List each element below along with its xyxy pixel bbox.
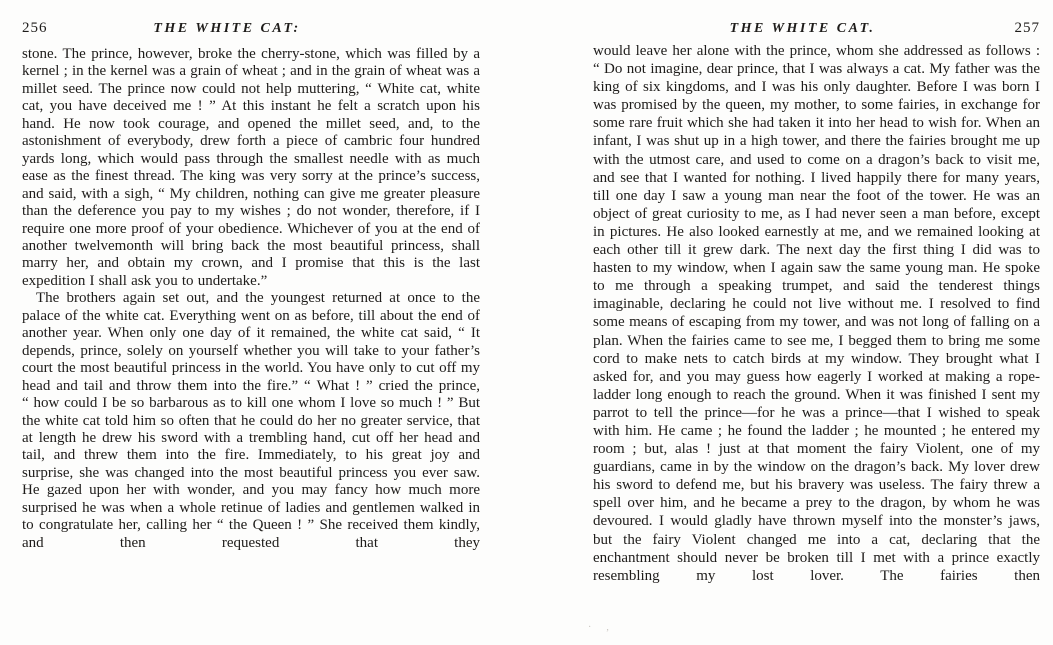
paragraph-left-2: The brothers again set out, and the youngest returned at once to the palace of the white cat. Everything went on as before, till about the end of another year. When only one day of it remained, the white cat said, “ It depends, prince, solely on yourself whether you will take to your father’s court the most beautiful princess in the world. You have only to cut off my head and tail and throw them into the fire.” “ What ! ” cried the prince, “ how could I be so barbarous as to kill one whom I love so much ! ” But the white cat told him so often that he could do her no greater service, that at length he drew his sword with a trembling hand, cut off her head and tail, and threw them into the fire. Immediately, to his great joy and surprise, she was changed into the most beautiful princess you ever saw. He gazed upon her with wonder, and you may fancy how much more surprised he was when a whole retinue of ladies and gentlemen walked in to congratulate her, calling her “ the Queen ! ” She received them kindly, and then requested that they: [22, 290, 480, 551]
body-text-right: [593, 42, 1040, 634]
paragraph-right-1: would leave her alone with the prince, whom she addressed as follows : “ Do not imagine, dear prince, that I was always a cat. My father was the king of six kingdoms, and I was his only daughter. Before I was born I was promised by the queen, my mother, to some fairies, in exchange for some rare fruit which she had taken it into her head to wish for. When an infant, I was shut up in a high tower, and there the fairies brought me up with the utmost care, and used to come on a dragon’s back to visit me, and see that I wanted for nothing. I lived happily there for many years, till one day I saw a young man near the foot of the tower. He was an object of great curiosity to me, as I had never seen a man before, except in pictures. He also looked earnestly at me, and we remained looking at each other till it grew dark. The next day the first thing I did was to hasten to my window, when I again saw the same young man. He spoke to me through a speaking trumpet, and said the tenderest things imaginable, declaring he could not live without me. I resolved to find some means of escaping from my tower, and was not long of falling on a plan. When the fairies came to see me, I begged them to bring me some cord to make nets to catch birds at my window. They brought what I asked for, and you may guess how eagerly I worked at making a rope-ladder long enough to reach the ground. When it was finished I sent my parrot to tell the prince—for he was a prince—that I wished to speak with him. He came ; he found the ladder ; he mounted ; he entered my room ; but, alas ! just at that moment the fairy Violent, one of my guardians, came in by the window on the dragon’s back. My lover drew his sword to defend me, but his bravery was useless. The fairy threw a spell over him, and he became a prey to the dragon, by whom he was devoured. I would gladly have thrown myself into the monster’s jaws, but the fairy Violent changed me into a cat, declaring that the enchantment should never be broken till I met with a prince exactly resembling my lost lover. The fairies then: [593, 43, 1040, 584]
body-text-left: [22, 46, 480, 612]
running-head-left: [22, 20, 480, 37]
page-right: [593, 0, 1040, 640]
running-head-right: [593, 20, 1040, 37]
scan-artifact: · ‚: [588, 622, 616, 633]
page-number-left: 256: [22, 20, 48, 36]
page-left: [22, 0, 480, 630]
paragraph-left-1: stone. The prince, however, broke the cherry-stone, which was filled by a kernel ; in the kernel was a grain of wheat ; and in the grain of wheat was a millet seed. The prince now could not help muttering, “ White cat, white cat, you have deceived me ! ” At this instant he felt a scratch upon his hand. He now took courage, and opened the millet seed, and, to the astonishment of everybody, drew forth a piece of cambric four hundred yards long, which would pass through the smallest needle with as much ease as the finest thread. The king was very sorry at the prince’s success, and said, with a sigh, “ My children, nothing can give me greater pleasure than the deference you pay to my wishes ; do not wonder, therefore, if I require one more proof of your obedience. Whichever of you at the end of another twelvemonth will bring back the most beautiful princess, shall marry her, and obtain my crown, and I promise that this is the last expedition I shall ask you to undertake.”: [22, 46, 480, 289]
running-title-right: THE WHITE CAT.: [729, 21, 876, 36]
running-title-left: THE WHITE CAT:: [153, 21, 301, 36]
page-number-right: 257: [1014, 20, 1040, 36]
